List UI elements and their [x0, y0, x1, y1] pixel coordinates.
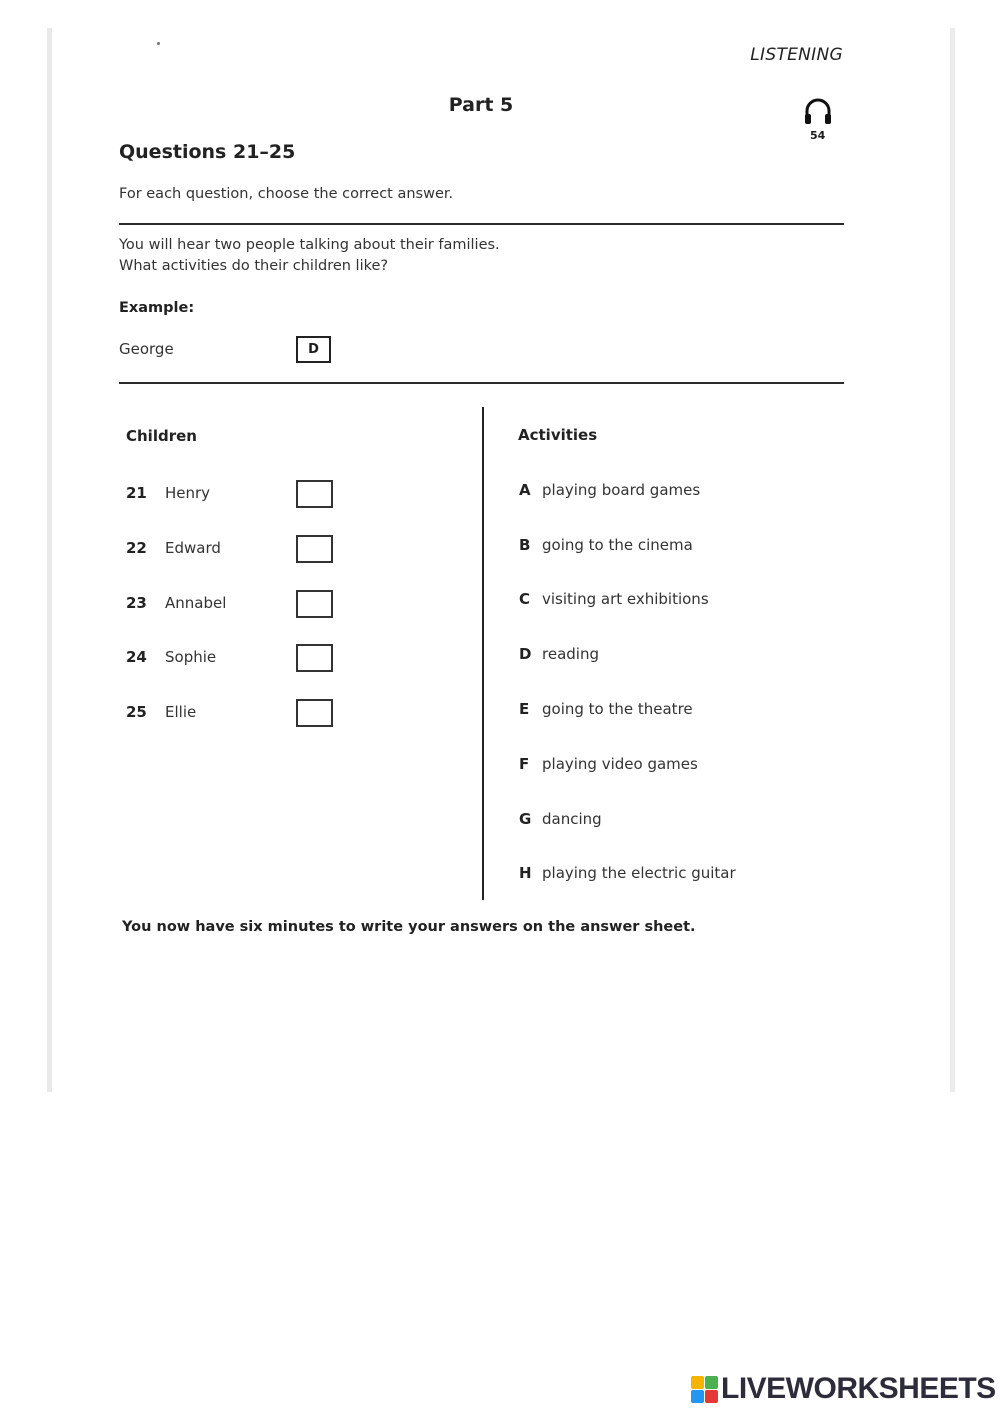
child-name: Ellie — [165, 703, 197, 721]
child-name: Henry — [165, 484, 211, 502]
divider — [119, 382, 844, 384]
example-label: Example: — [119, 300, 195, 316]
option-text: playing the electric guitar — [542, 864, 736, 882]
answer-box-25[interactable] — [296, 699, 333, 727]
liveworksheets-logo[interactable] — [691, 1372, 996, 1406]
option-letter: G — [519, 810, 532, 828]
question-number: 22 — [126, 539, 147, 557]
answer-box-24[interactable] — [296, 644, 333, 672]
option-text: reading — [542, 645, 599, 663]
answer-box-22[interactable] — [296, 535, 333, 563]
question-number: 23 — [126, 594, 147, 612]
part-title: Part 5 — [448, 94, 514, 116]
activity-option — [519, 864, 736, 882]
option-text: going to the theatre — [542, 700, 693, 718]
footer-instruction: You now have six minutes to write your answers on the answer sheet. — [122, 919, 696, 935]
logo-mark-icon — [691, 1376, 718, 1403]
activity-option — [519, 481, 700, 499]
option-text: playing video games — [542, 755, 698, 773]
headphones-icon — [802, 96, 834, 128]
activity-option — [519, 810, 602, 828]
option-letter: E — [519, 700, 530, 718]
option-text: playing board games — [542, 481, 701, 499]
option-text: visiting art exhibitions — [542, 590, 709, 608]
question-number: 24 — [126, 648, 147, 666]
column-divider — [482, 407, 484, 900]
question-number: 21 — [126, 484, 147, 502]
option-letter: C — [519, 590, 531, 608]
scan-speck — [157, 42, 160, 45]
activity-option — [519, 590, 709, 608]
option-text: dancing — [542, 810, 602, 828]
activity-option — [519, 536, 693, 554]
child-name: Edward — [165, 539, 221, 557]
section-label: LISTENING — [750, 45, 843, 65]
instruction-text: For each question, choose the correct answer. — [119, 186, 454, 202]
option-letter: H — [519, 864, 532, 882]
context-line-1: You will hear two people talking about their families. — [119, 237, 500, 253]
question-number: 25 — [126, 703, 147, 721]
option-letter: D — [519, 645, 532, 663]
example-answer-box: D — [296, 336, 331, 363]
activities-heading: Activities — [518, 426, 598, 444]
activity-option — [519, 700, 693, 718]
divider — [119, 223, 844, 225]
context-line-2: What activities do their children like? — [119, 258, 389, 274]
logo-wordmark: LIVEWORKSHEETS — [721, 1372, 996, 1405]
answer-box-23[interactable] — [296, 590, 333, 618]
example-name: George — [119, 340, 174, 358]
audio-track-indicator — [800, 96, 836, 146]
option-letter: B — [519, 536, 531, 554]
activity-option — [519, 755, 698, 773]
child-name: Sophie — [165, 648, 217, 666]
option-letter: F — [519, 755, 530, 773]
children-heading: Children — [126, 427, 197, 445]
option-text: going to the cinema — [542, 536, 693, 554]
activity-option — [519, 645, 599, 663]
answer-box-21[interactable] — [296, 480, 333, 508]
questions-title: Questions 21–25 — [119, 141, 296, 163]
option-letter: A — [519, 481, 531, 499]
child-name: Annabel — [165, 594, 227, 612]
audio-track-number: 54 — [810, 129, 826, 142]
